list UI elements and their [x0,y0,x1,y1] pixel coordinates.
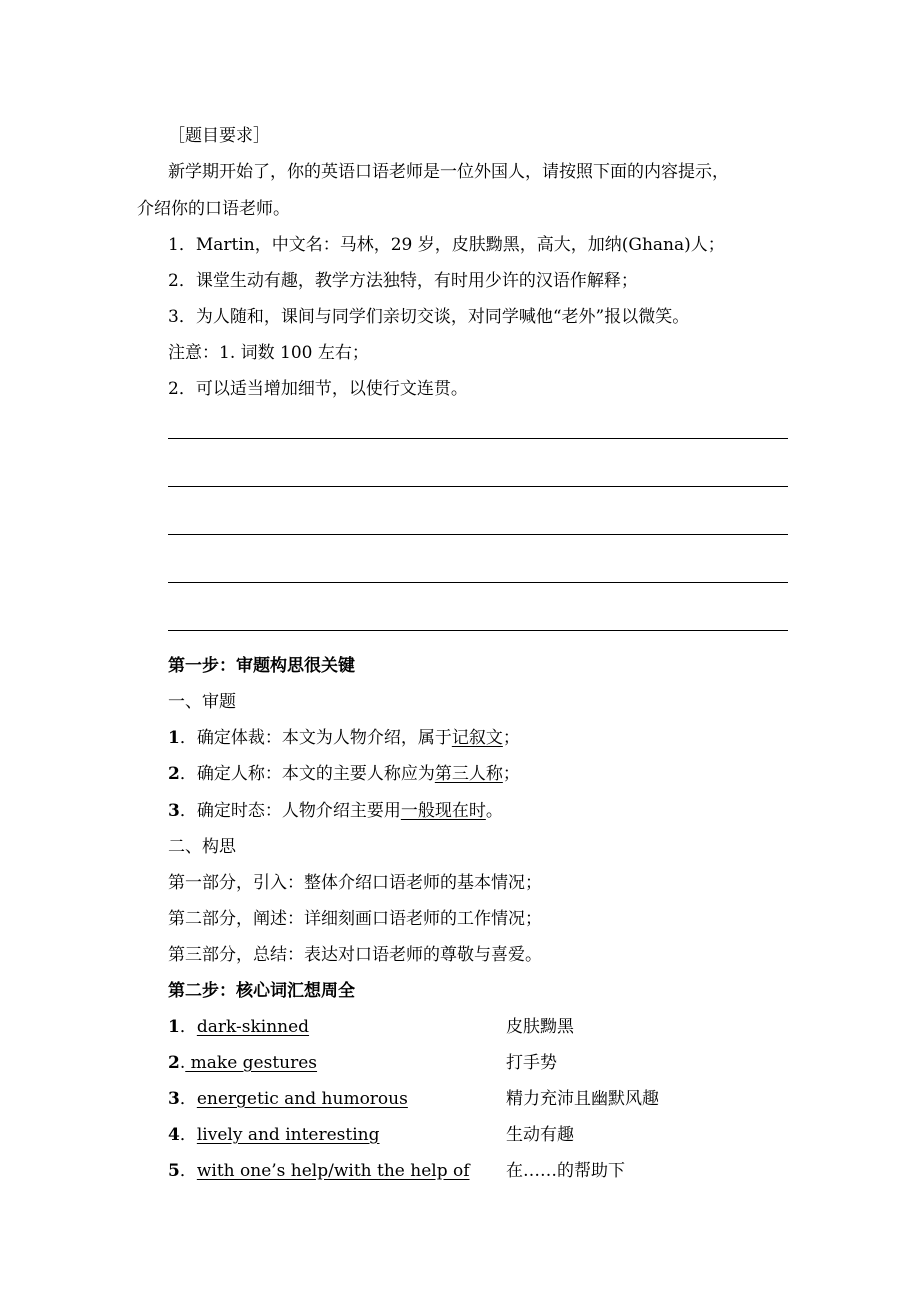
review-item-end: ； [502,728,520,748]
review-item-1 [168,726,520,750]
vocab-chinese: 生动有趣 [506,1125,574,1145]
review-item-answer: 一般现在时 [400,801,486,821]
vocab-english: energetic and humorous [196,1089,408,1109]
section-review-title: 一、审题 [168,692,236,712]
outline-item-2: 第二部分，阐述：详细刻画口语老师的工作情况； [168,909,542,929]
task-heading: ［题目要求］ [168,126,270,146]
task-item-1: 1．Martin，中文名：马林，29 岁，皮肤黝黑，高大，加纳(Ghana)人； [168,235,725,255]
vocab-english: lively and interesting [196,1125,380,1145]
task-note-1: 注意：1. 词数 100 左右； [168,343,369,363]
vocab-chinese: 精力充沛且幽默风趣 [506,1089,659,1109]
vocab-sep: . [179,1053,186,1073]
step1-title: 第一步：审题构思很关键 [168,656,355,676]
vocab-number: 1 [168,1017,180,1037]
vocab-item-3 [168,1087,408,1111]
outline-item-3: 第三部分，总结：表达对口语老师的尊敬与喜爱。 [168,945,542,965]
review-item-answer: 记叙文 [451,728,503,748]
vocab-number: 3 [168,1089,180,1109]
vocab-item-5 [168,1159,470,1183]
section-outline-title: 二、构思 [168,837,236,857]
vocab-sep: ． [179,1089,197,1109]
review-item-number: 1 [168,728,180,748]
review-item-number: 2 [168,764,180,784]
vocab-item-1 [168,1015,309,1039]
step2-title: 第二步：核心词汇想周全 [168,981,355,1001]
vocab-number: 4 [168,1125,180,1145]
review-item-text: ．确定时态：人物介绍主要用 [179,801,401,821]
vocab-item-4 [168,1123,380,1147]
vocab-sep: ． [179,1017,197,1037]
review-item-text: ．确定体裁：本文为人物介绍，属于 [179,728,452,748]
review-item-3 [168,799,503,823]
review-item-2 [168,762,520,786]
answer-line [168,630,788,631]
vocab-sep: ． [179,1125,197,1145]
answer-line [168,582,788,583]
answer-line [168,438,788,439]
vocab-english: with one’s help/with the help of [196,1161,470,1181]
task-item-2: 2．课堂生动有趣，教学方法独特，有时用少许的汉语作解释； [168,271,638,291]
outline-item-1: 第一部分，引入：整体介绍口语老师的基本情况； [168,873,542,893]
answer-line [168,486,788,487]
task-intro-line2: 介绍你的口语老师。 [137,199,290,219]
answer-line [168,534,788,535]
task-intro-line1: 新学期开始了，你的英语口语老师是一位外国人，请按照下面的内容提示， [168,162,729,182]
review-item-end: 。 [485,801,503,821]
vocab-item-2 [168,1051,317,1075]
vocab-sep: ． [179,1161,197,1181]
review-item-text: ．确定人称：本文的主要人称应为 [179,764,435,784]
vocab-chinese: 打手势 [506,1053,557,1073]
review-item-answer: 第三人称 [434,764,503,784]
vocab-english: dark-skinned [196,1017,310,1037]
vocab-number: 5 [168,1161,180,1181]
review-item-number: 3 [168,801,180,821]
task-item-3: 3．为人随和，课间与同学们亲切交谈，对同学喊他“老外”报以微笑。 [168,307,690,327]
vocab-english: make gestures [185,1053,318,1073]
task-note-2: 2．可以适当增加细节，以使行文连贯。 [168,379,468,399]
vocab-chinese: 在……的帮助下 [506,1161,625,1181]
vocab-chinese: 皮肤黝黑 [506,1017,574,1037]
vocab-number: 2 [168,1053,180,1073]
review-item-end: ； [502,764,520,784]
